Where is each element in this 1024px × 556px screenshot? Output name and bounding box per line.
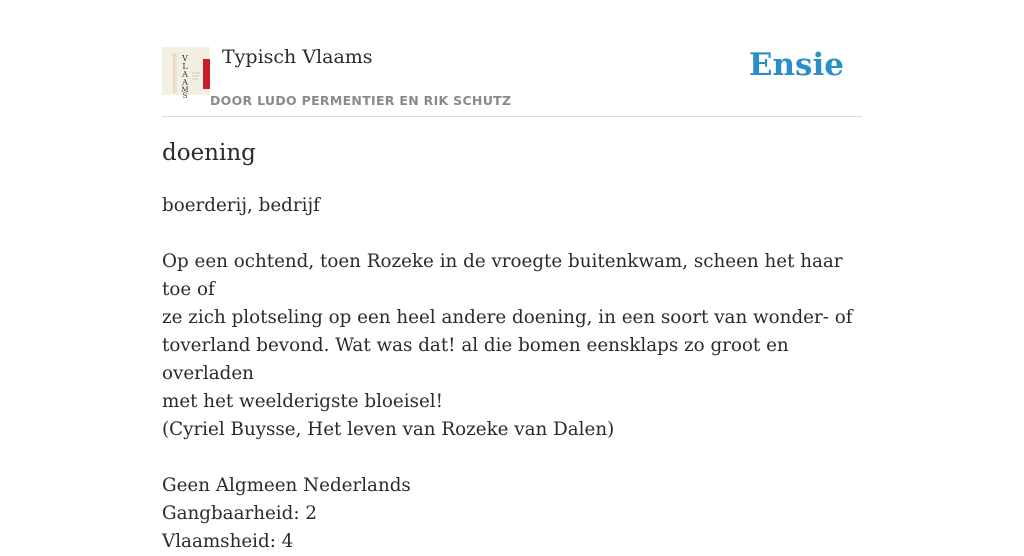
page-container — [162, 0, 862, 552]
book-authors: DOOR LUDO PERMENTIER EN RIK SCHUTZ — [210, 93, 512, 108]
paragraph-gap — [162, 220, 862, 248]
entry-note: Vlaamsheid: 4 — [162, 531, 294, 552]
book-cover-avatar[interactable] — [162, 47, 210, 100]
paragraph-gap — [162, 444, 862, 472]
ensie-logo[interactable]: Ensie — [748, 47, 844, 83]
cover-letter: A — [182, 70, 188, 79]
entry-body — [162, 192, 862, 556]
header — [162, 0, 862, 117]
entry-quote-line: met het weelderigste bloeisel! — [162, 391, 443, 412]
entry-word: doening — [162, 140, 256, 166]
book-cover-image — [162, 47, 210, 100]
book-title[interactable]: Typisch Vlaams — [222, 46, 373, 68]
entry-note: Gangbaarheid: 2 — [162, 503, 317, 524]
entry-quote-line: toverland bevond. Wat was dat! al die bomen eensklaps zo groot en overladen — [162, 335, 789, 384]
cover-letter: A — [182, 78, 188, 87]
entry-quote-line: Op een ochtend, toen Rozeke in de vroegte buitenkwam, scheen het haar toe of — [162, 251, 843, 300]
cover-letter: S — [182, 92, 188, 100]
entry-definition: boerderij, bedrijf — [162, 195, 320, 216]
cover-letter: V — [182, 54, 188, 63]
cover-letter: L — [182, 62, 188, 71]
entry-quote-line: ze zich plotseling op een heel andere doening, in een soort van wonder- of — [162, 307, 853, 328]
entry-note: Geen Algmeen Nederlands — [162, 475, 411, 496]
entry-quote-source: (Cyriel Buysse, Het leven van Rozeke van Dalen) — [162, 419, 615, 440]
cover-letter: M — [181, 86, 189, 94]
